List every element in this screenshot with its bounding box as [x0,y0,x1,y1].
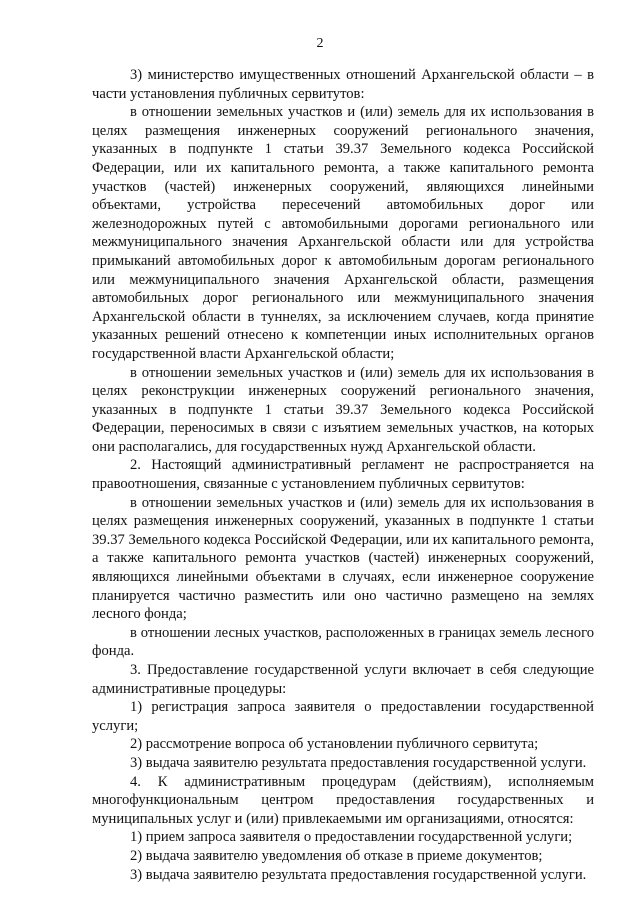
list-item-mfc-1: 1) прием запроса заявителя о предоставлении государственной услуги; [130,829,573,846]
paragraph-forest-lands-engineering: в отношении земельных участков и (или) земель для их использования в целях размещения инженерных сооружений, указанных в подпункте 1 статьи 39.37 Земельного кодекса Российской Федерации, или их капитального ремонта, а также капитального ремонта участков (частей) инженерных сооружений, являющихся линейными объектами в случаях, если инженерное сооружение планируется частично разместить или оно частично размещено на землях лесного фонда; [92,494,594,623]
paragraph-placement-engineering: в отношении земельных участков и (или) земель для их использования в целях размещения инженерных сооружений регионального значения, указанных в подпункте 1 статьи 39.37 Земельного кодекса Российской Федерации, или их капитального ремонта, а также капитального ремонта участков (частей) инженерных сооружений, являющихся линейными объектами, устройства пересечений автомобильных дорог или железнодорожных путей с автомобильными дорогами регионального или межмуниципального значения Архангельской области или для устройства примыканий автомобильных дорог к автомобильным дорогам регионального или межмуниципального значения Архангельской области, размещения автомобильных дорог регионального или межмуниципального значения Архангельской области в туннелях, за исключением случаев, когда принятие указанных решений отнесено к компетенции иных исполнительных органов государственной власти Архангельской области; [92,104,594,362]
document-body [92,66,594,884]
list-item-procedure-3: 3) выдача заявителю результата предоставления государственной услуги. [130,754,587,771]
paragraph-reconstruction-engineering: в отношении земельных участков и (или) земель для их использования в целях реконструкции инженерных сооружений регионального значения, указанных в подпункте 1 статьи 39.37 Земельного кодекса Российской Федерации, переносимых в связи с изъятием земельных участков, на которых они располагались, для государственных нужд Архангельской области. [92,364,594,455]
paragraph-section-3: 3. Предоставление государственной услуги включает в себя следующие административные процедуры: [92,662,594,697]
list-item-procedure-1: 1) регистрация запроса заявителя о предоставлении государственной услуги; [92,699,594,734]
paragraph-item-3-ministry: 3) министерство имущественных отношений Архангельской области – в части установления публичных сервитутов: [92,67,594,102]
paragraph-forest-plots: в отношении лесных участков, расположенных в границах земель лесного фонда. [92,624,594,660]
paragraph-section-2: 2. Настоящий административный регламент не распространяется на правоотношения, связанные с установлением публичных сервитутов: [92,457,594,493]
paragraph-section-4: 4. К административным процедурам (действиям), исполняемым многофункциональным центром предоставления государственных и муниципальных услуг и (или) привлекаемыми им организациями, относятся: [92,773,594,827]
list-item-procedure-2: 2) рассмотрение вопроса об установлении публичного сервитута; [130,736,539,753]
list-item-mfc-2: 2) выдача заявителю уведомления об отказе в приеме документов; [130,847,543,864]
list-item-mfc-3: 3) выдача заявителю результата предоставления государственной услуги. [130,866,587,883]
page-number: 2 [316,36,324,51]
